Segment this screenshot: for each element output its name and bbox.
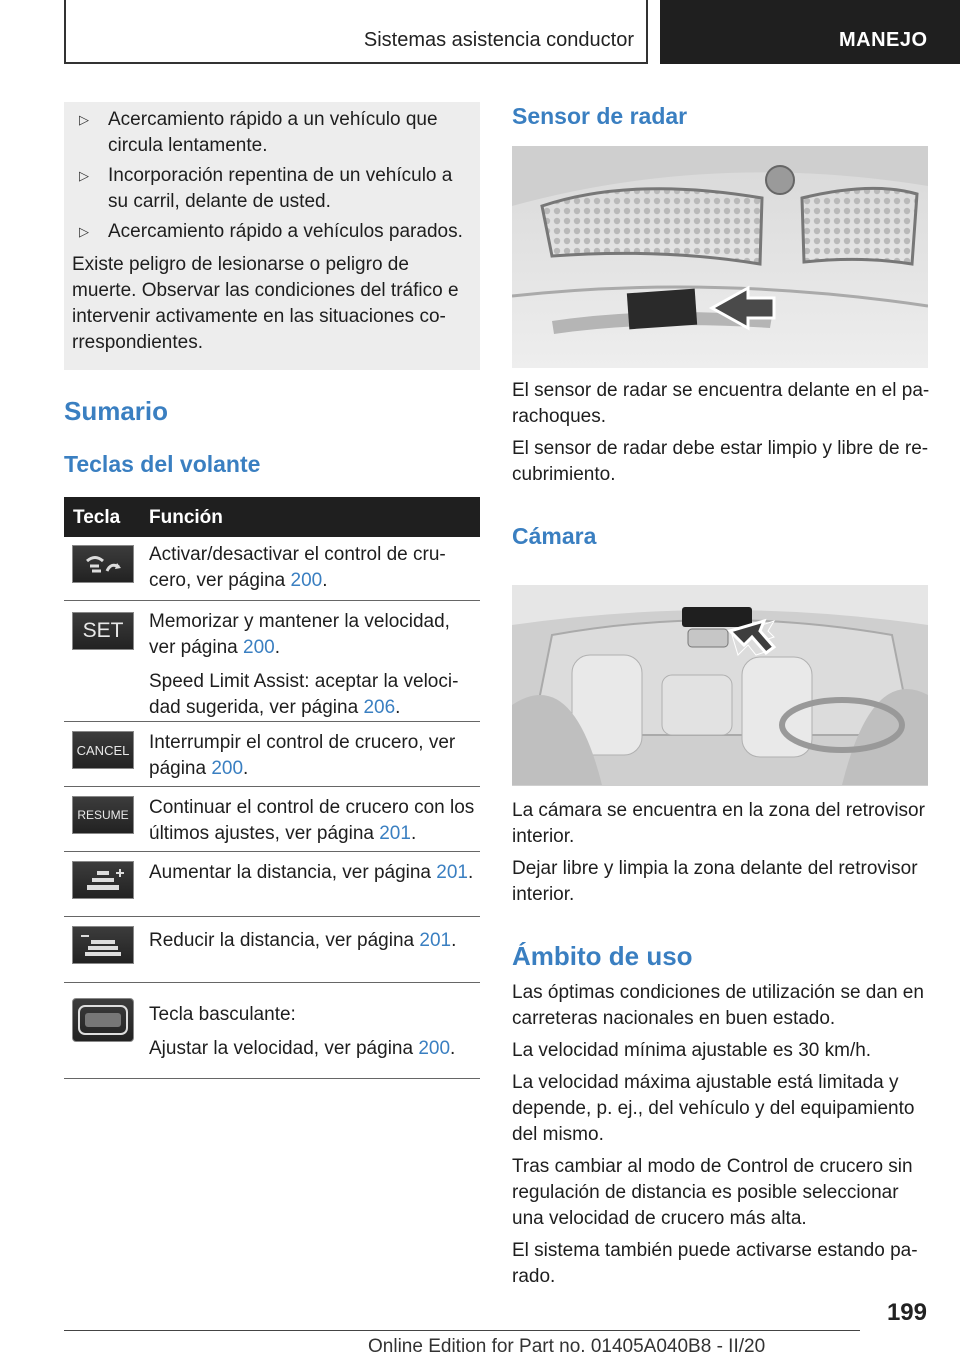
table-row: RESUME Continuar el control de crucero con los últimos ajustes, ver página 201. <box>64 787 480 852</box>
radar-description: El sensor de radar se encuentra delante en el parachoques. El sensor de radar debe estar limpio y libre de recubrimiento. <box>512 380 930 485</box>
warning-text: Existe peligro de lesionarse o peligro de muerte. Observar las condiciones del tráfico e intervenir activamente en las situaciones correspondientes. <box>72 254 459 353</box>
table-row: CANCEL Interrumpir el control de crucero, ver página 200. <box>64 722 480 787</box>
warning-box <box>64 102 480 370</box>
distance-decrease-icon <box>72 926 134 964</box>
header-section-box <box>64 0 648 64</box>
table-row: Aumentar la distancia, ver página 201. <box>64 852 480 917</box>
camera-description: La cámara se encuentra en la zona del retrovisor interior. Dejar libre y limpia la zona delante del retrovisor interior. <box>512 800 925 905</box>
usage-range-title: Ámbito de uso <box>512 941 693 971</box>
set-icon: SET <box>72 612 134 650</box>
header-section-title: Sistemas asistencia conductor <box>363 29 634 51</box>
radar-sensor-image <box>512 146 928 368</box>
page-link[interactable]: 206 <box>363 697 396 718</box>
distance-increase-icon <box>72 861 134 899</box>
edition-note: Online Edition for Part no. 01405A040B8 - II/20 <box>368 1336 766 1357</box>
triangle-bullet-icon: ▷ <box>79 168 89 183</box>
triangle-bullet-icon: ▷ <box>79 112 89 127</box>
sumario-title: Sumario <box>64 396 169 426</box>
col-header-function: Función <box>149 507 223 528</box>
cancel-icon: CANCEL <box>72 731 134 769</box>
table-row: Activar/desactivar el control de crucero, ver página 200. <box>64 537 480 601</box>
camera-title: Cámara <box>512 523 597 549</box>
table-row: Tecla basculante: Ajustar la velocidad, ver página 200. <box>64 983 480 1079</box>
camera-image <box>512 585 928 786</box>
page-link[interactable]: 201 <box>419 930 452 951</box>
page-link[interactable]: 201 <box>379 823 411 844</box>
table-row: Reducir la distancia, ver página 201. <box>64 917 480 983</box>
steering-keys-table <box>64 497 480 1079</box>
page-link[interactable]: 201 <box>436 862 468 883</box>
cruise-control-icon <box>72 545 134 583</box>
header-chapter-title: MANEJO <box>839 29 928 51</box>
header-chapter-box <box>660 0 960 64</box>
triangle-bullet-icon: ▷ <box>79 224 89 239</box>
col-header-key: Tecla <box>73 507 121 528</box>
radar-title: Sensor de radar <box>512 103 688 129</box>
footer-divider <box>64 1330 860 1331</box>
page-link[interactable]: 200 <box>290 570 323 591</box>
warning-bullet: ▷ Acercamiento rápido a vehículos parados. <box>79 219 469 245</box>
page-link[interactable]: 200 <box>418 1038 451 1059</box>
table-row: SET Memorizar y mantener la velocidad, ver página 200. Speed Limit Assist: aceptar la velocidad sugerida, ver página 206. <box>64 601 480 722</box>
steering-keys-title: Teclas del volante <box>64 451 261 477</box>
warning-bullet: ▷ Acercamiento rápido a un vehículo que circula lentamente. <box>79 109 438 156</box>
rocker-switch-icon <box>72 998 134 1042</box>
page-link[interactable]: 200 <box>211 758 244 779</box>
page-link[interactable]: 200 <box>243 637 275 658</box>
page-number: 199 <box>886 1299 927 1326</box>
resume-icon: RESUME <box>72 796 134 834</box>
table-header <box>64 497 480 537</box>
warning-bullet: ▷ Incorporación repentina de un vehículo a su carril, delante de usted. <box>79 165 453 212</box>
usage-range-text: Las óptimas condiciones de utilización se dan en carreteras nacionales en buen estado. La velocidad mínima ajustable es 30 km/h. La velocidad máxima ajustable está limitada y depende, p. ej., del vehículo y del equipamiento del mismo. Tras cambiar al modo de Control de crucero sin regulación de distancia es posible seleccionar una velocidad de crucero más alta. El sistema también puede activarse estando parado. <box>512 982 924 1287</box>
